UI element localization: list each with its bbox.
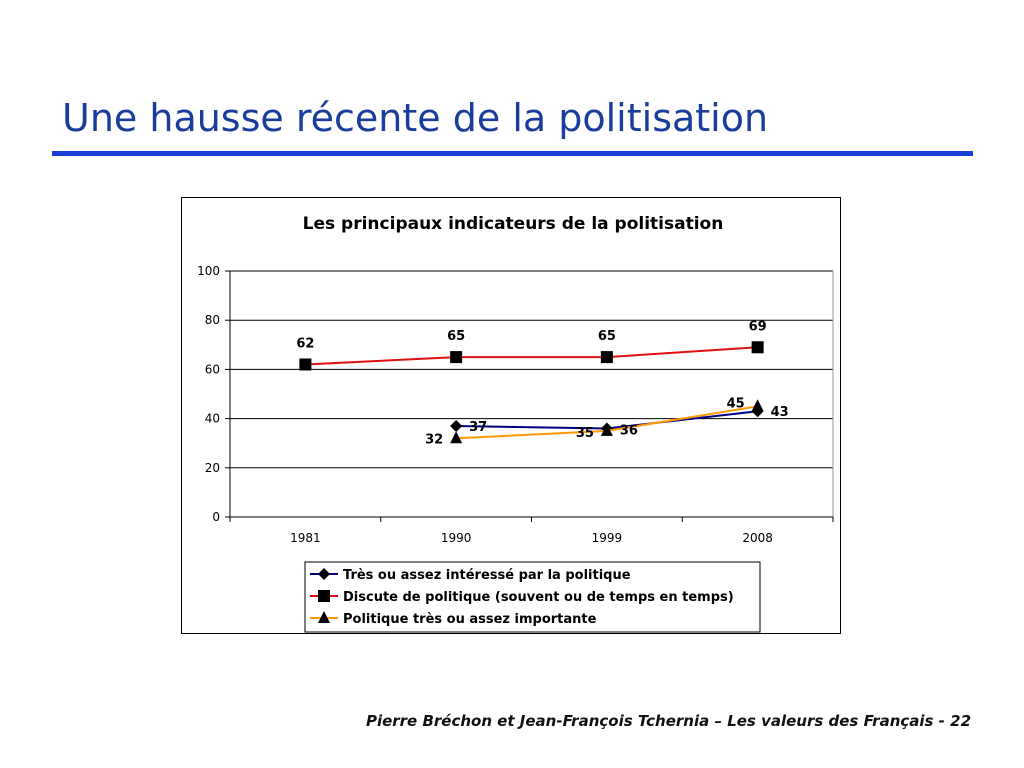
legend-label: Politique très ou assez importante	[343, 612, 597, 627]
legend	[305, 562, 760, 632]
data-label: 36	[619, 423, 638, 439]
grid-layer	[230, 271, 833, 517]
x-tick-label: 1981	[290, 531, 321, 545]
data-point	[601, 351, 613, 363]
data-point	[450, 420, 462, 432]
chart-title: Les principaux indicateurs de la politisation	[302, 214, 724, 234]
y-tick-label: 20	[204, 460, 220, 475]
y-tick-label: 100	[197, 264, 220, 278]
data-label: 65	[597, 329, 616, 345]
x-tick-label: 1990	[440, 531, 472, 545]
data-point	[299, 358, 311, 370]
x-tick-label: 1999	[591, 531, 623, 545]
data-point	[752, 341, 764, 353]
data-label: 69	[748, 319, 767, 335]
data-label: 62	[296, 336, 315, 352]
data-label: 45	[726, 396, 745, 412]
data-label: 37	[469, 419, 488, 435]
y-tick-label: 0	[212, 510, 220, 524]
data-label: 65	[447, 329, 466, 345]
data-label: 35	[575, 425, 594, 441]
data-point	[450, 351, 462, 363]
legend-marker	[318, 590, 330, 602]
footer-citation: Pierre Bréchon et Jean-François Tchernia – Les valeurs des Français - 22	[365, 712, 971, 730]
legend-label: Très ou assez intéressé par la politique	[343, 568, 631, 583]
data-point	[752, 399, 764, 411]
y-tick-label: 80	[204, 313, 220, 328]
series-line	[305, 347, 757, 364]
x-tick-label: 2008	[742, 531, 773, 545]
title-rule	[52, 151, 973, 156]
legend-label: Discute de politique (souvent ou de temps en temps)	[343, 590, 734, 605]
data-label: 32	[425, 432, 444, 448]
data-label: 43	[770, 405, 789, 421]
y-tick-label: 60	[204, 362, 220, 377]
chart-frame	[181, 197, 841, 634]
y-tick-label: 40	[204, 411, 220, 426]
slide-title: Une hausse récente de la politisation	[62, 96, 769, 140]
series-layer	[299, 341, 763, 443]
line-chart	[182, 198, 842, 635]
